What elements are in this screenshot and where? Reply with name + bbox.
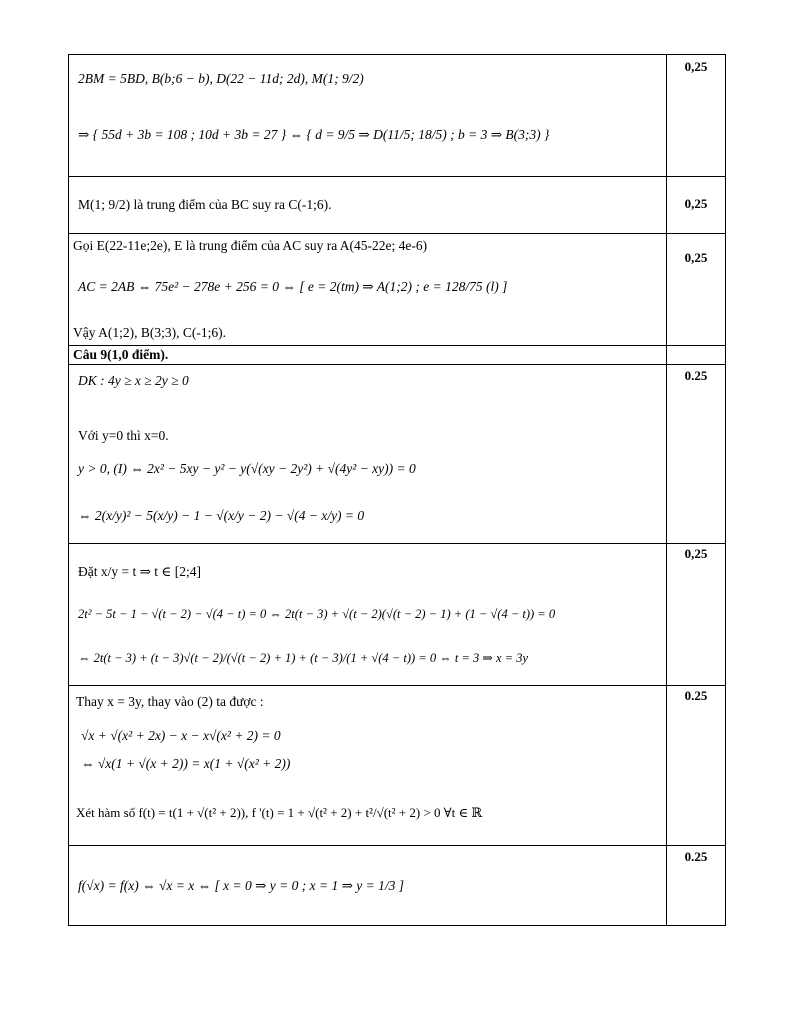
table-row xyxy=(69,365,726,544)
content-cell xyxy=(69,686,667,846)
solution-table xyxy=(68,54,726,926)
table-row xyxy=(69,686,726,846)
math-line: ⇔ 2(x/y)² − 5(x/y) − 1 − √(x/y − 2) − √(4 − x/y) = 0 xyxy=(78,508,365,523)
math-line: DK : 4y ≥ x ≥ 2y ≥ 0 xyxy=(78,373,189,388)
score-cell xyxy=(667,365,726,544)
question-heading-cell xyxy=(69,346,667,365)
score-cell xyxy=(667,55,726,177)
content-cell xyxy=(69,234,667,346)
score-cell xyxy=(667,234,726,346)
score-value: 0,25 xyxy=(684,59,708,74)
math-line: y > 0, (I) ⇔ 2x² − 5xy − y² − y(√(xy − 2y²) + √(4y² − xy)) = 0 xyxy=(78,461,416,476)
score-value: 0,25 xyxy=(684,196,708,211)
table-row xyxy=(69,846,726,926)
math-line: ⇔ √x(1 + √(x + 2)) = x(1 + √(x² + 2)) xyxy=(81,756,291,771)
text-line: Với y=0 thì x=0. xyxy=(78,428,169,443)
question-heading: Câu 9(1,0 điểm). xyxy=(73,347,169,362)
score-cell xyxy=(667,686,726,846)
solution-table-wrapper xyxy=(68,54,724,926)
math-line: 2BM = 5BD, B(b;6 − b), D(22 − 11d; 2d), M(1; 9/2) xyxy=(78,71,364,86)
math-line: 2t² − 5t − 1 − √(t − 2) − √(4 − t) = 0 ⇔ 2t(t − 3) + √(t − 2)(√(t − 2) − 1) + (1 − √(4 − t)) = 0 xyxy=(78,607,556,621)
score-value: 0.25 xyxy=(684,368,708,383)
score-cell xyxy=(667,346,726,365)
text-line: Vậy A(1;2), B(3;3), C(-1;6). xyxy=(73,325,226,340)
table-row xyxy=(69,55,726,177)
content-cell xyxy=(69,846,667,926)
table-row xyxy=(69,544,726,686)
math-line: ⇔ 2t(t − 3) + (t − 3)√(t − 2)/(√(t − 2) + 1) + (t − 3)/(1 + √(4 − t)) = 0 ⇔ t = 3 ⇒ x = 3y xyxy=(78,651,529,665)
score-value: 0,25 xyxy=(684,250,708,265)
score-cell xyxy=(667,177,726,234)
content-cell xyxy=(69,365,667,544)
table-row xyxy=(69,177,726,234)
text-line: Gọi E(22-11e;2e), E là trung điểm của AC suy ra A(45-22e; 4e-6) xyxy=(73,238,428,253)
text-line: Đặt x/y = t ⇒ t ∈ [2;4] xyxy=(78,564,202,579)
score-value: 0,25 xyxy=(684,546,708,561)
math-line: √x + √(x² + 2x) − x − x√(x² + 2) = 0 xyxy=(81,728,281,743)
content-cell xyxy=(69,55,667,177)
table-row xyxy=(69,234,726,346)
text-line: M(1; 9/2) là trung điểm của BC suy ra C(-1;6). xyxy=(78,197,332,212)
score-value: 0.25 xyxy=(684,688,708,703)
content-cell xyxy=(69,544,667,686)
content-cell xyxy=(69,177,667,234)
score-cell xyxy=(667,846,726,926)
table-row xyxy=(69,346,726,365)
score-value: 0.25 xyxy=(684,849,708,864)
text-line: Xét hàm số f(t) = t(1 + √(t² + 2)), f '(t) = 1 + √(t² + 2) + t²/√(t² + 2) > 0 ∀t ∈ ℝ xyxy=(76,805,483,820)
math-line: f(√x) = f(x) ⇔ √x = x ⇔ [ x = 0 ⇒ y = 0 ; x = 1 ⇒ y = 1/3 ] xyxy=(78,878,405,893)
math-line: AC = 2AB ⇔ 75e² − 278e + 256 = 0 ⇔ [ e = 2(tm) ⇒ A(1;2) ; e = 128/75 (l) ] xyxy=(78,279,508,294)
text-line: Thay x = 3y, thay vào (2) ta được : xyxy=(76,694,264,709)
score-cell xyxy=(667,544,726,686)
math-line: ⇒ { 55d + 3b = 108 ; 10d + 3b = 27 } ⇔ { d = 9/5 ⇒ D(11/5; 18/5) ; b = 3 ⇒ B(3;3) } xyxy=(78,127,550,142)
